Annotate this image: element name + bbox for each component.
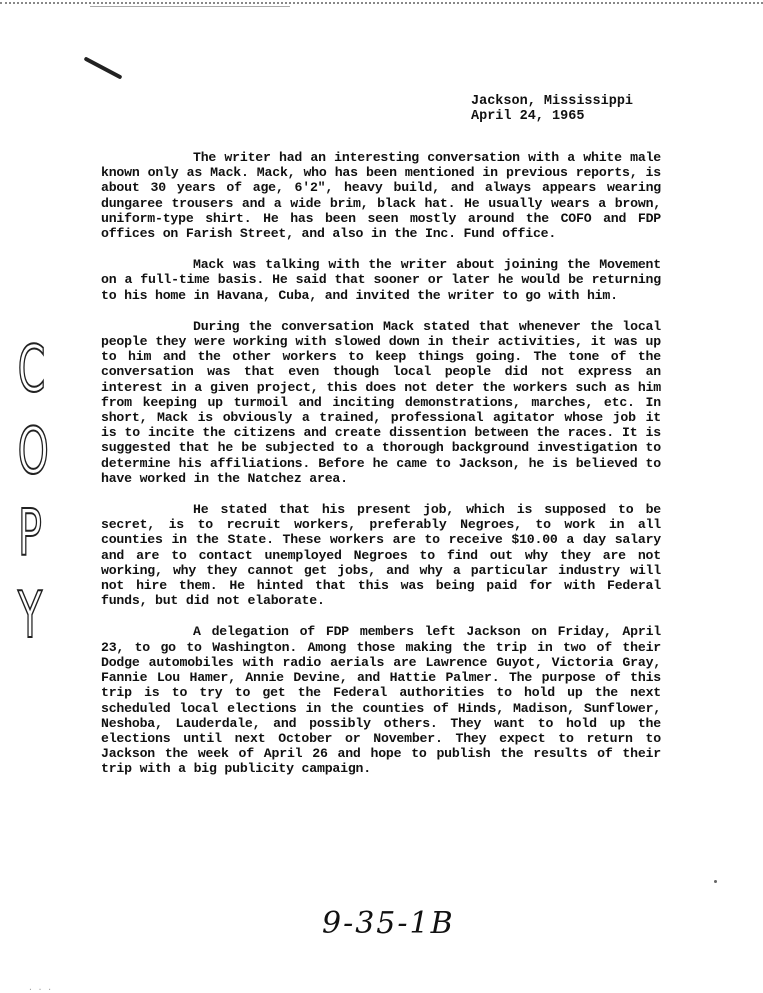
paragraph: [101, 502, 661, 608]
handwritten-file-number: 9-35-1B: [322, 906, 455, 941]
pen-slash-mark: [84, 56, 123, 79]
copy-stamp-letter: O: [17, 415, 49, 489]
paragraph-text: During the conversation Mack stated that whenever the local people they were working with slowed down in their activities, it was up to him and the other workers to keep things going. The tone of the conversation was that even though local people did not express an interest in a given project, this does not deter the workers such as him from keeping up turmoil and inciting demonstrations, marches, etc. In short, Mack is obviously a trained, professional agitator whose job it is to incite the citizens and create dissention between the races. It is suggested that he be subjected to a thorough background investigation to determine his affiliations. Before he came to Jackson, he is believed to have worked in the Natchez area.: [101, 318, 661, 486]
paragraph-text: The writer had an interesting conversation with a white male known only as Mack. Mack, who has been mentioned in previous reports, is about 30 years of age, 6'2", heavy build, and always appears wearing dungaree trousers and a wide brim, black hat. He usually wears a brown, uniform-type shirt. He has been seen mostly around the COFO and FDP offices on Farish Street, and also in the Inc. Fund office.: [101, 150, 661, 242]
scan-artifact: . . .: [28, 984, 53, 993]
report-body: [101, 150, 661, 793]
paragraph-text: He stated that his present job, which is supposed to be secret, is to recruit workers, preferably Negroes, to work in all counties in the State. These workers are to receive $10.00 a day salary and are to contact unemployed Negroes to find out why they are not working, why they cannot get jobs, and why a particular industry will not hire them. He hinted that this was being paid for with Federal funds, but did not elaborate.: [101, 502, 661, 609]
scan-edge-line-2: [90, 6, 290, 7]
paragraph-text: A delegation of FDP members left Jackson on Friday, April 23, to go to Washington. Among those making the trip in two of their Dodge automobiles with radio aerials are Lawrence Guyot, Victoria Gray, Fannie Lou Hamer, Annie Devine, and Hattie Palmer. The purpose of this trip is to try to get the Federal authorities to hold up the next scheduled local elections in the counties of Hinds, Madison, Sunflower, Neshoba, Lauderdale, and possibly others. They want to hold up the elections until next October or November. They expect to return to Jackson the week of April 26 and hope to publish the results of their trip with a big publicity campaign.: [101, 624, 661, 777]
dateline-city: Jackson, Mississippi: [471, 94, 634, 109]
copy-stamp-letter: C: [17, 333, 46, 407]
dateline: [471, 94, 633, 124]
copy-stamp: [10, 335, 50, 663]
copy-stamp-letter: P: [18, 497, 42, 571]
copy-stamp-letter: Y: [17, 579, 43, 653]
paragraph: [101, 319, 661, 486]
dateline-date: April 24, 1965: [471, 109, 585, 124]
paragraph: [101, 624, 661, 776]
paragraph: [101, 150, 661, 241]
stray-mark: [714, 880, 717, 883]
paragraph: [101, 257, 661, 303]
paragraph-text: Mack was talking with the writer about joining the Movement on a full-time basis. He said that sooner or later he would be returning to his home in Havana, Cuba, and invited the writer to go with him.: [101, 257, 661, 303]
